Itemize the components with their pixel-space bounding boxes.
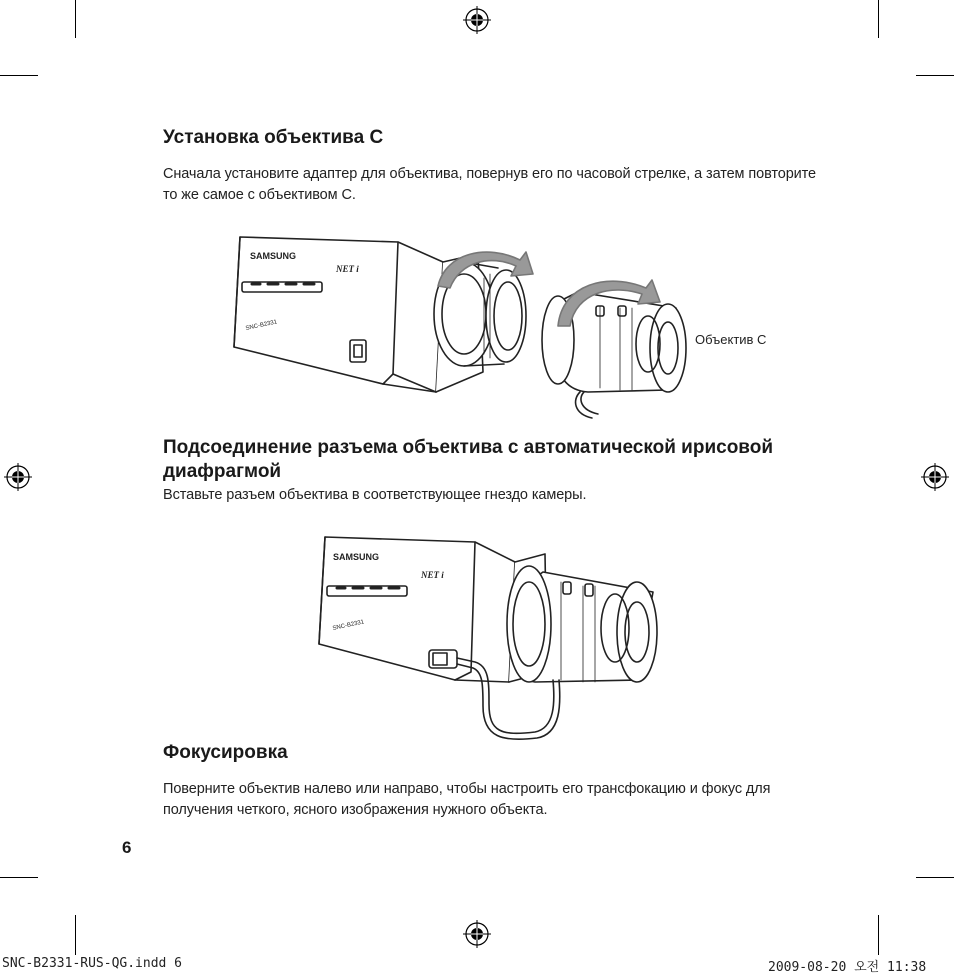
registration-mark-icon	[920, 462, 950, 492]
section-body-focus: Поверните объектив налево или направо, чтобы настроить его трансфокацию и фокус для получения четкого, ясного изображения нужного объекта.	[163, 781, 771, 818]
crop-mark	[878, 915, 879, 955]
lens-callout-label: Объектив С	[695, 332, 767, 347]
section-title-c-lens: Установка объектива С	[163, 127, 384, 148]
section-title-auto-iris: Подсоединение разъема объектива с автоматической ирисовой диафрагмой	[163, 437, 774, 482]
crop-mark	[916, 75, 954, 76]
section-body-auto-iris: Вставьте разъем объектива в соответствующее гнездо камеры.	[163, 487, 587, 503]
camera-model-label: SNC-B2331	[245, 319, 278, 332]
crop-mark	[0, 877, 38, 878]
camera-logo-label: NET i	[421, 570, 444, 580]
camera-brand-label: SAMSUNG	[250, 251, 297, 261]
crop-mark	[0, 75, 38, 76]
camera-model-label: SNC-B2331	[332, 619, 365, 632]
auto-iris-connection-figure	[315, 532, 665, 742]
registration-mark-icon	[462, 5, 492, 35]
camera-logo-label: NET i	[336, 264, 359, 274]
registration-mark-icon	[3, 462, 33, 492]
section-title-focus: Фокусировка	[163, 742, 288, 763]
crop-mark	[75, 0, 76, 38]
crop-mark	[916, 877, 954, 878]
camera-brand-label: SAMSUNG	[333, 552, 380, 562]
c-lens-installation-figure	[228, 222, 768, 422]
crop-mark	[878, 0, 879, 38]
page-number: 6	[122, 838, 132, 857]
slug-file-info: SNC-B2331-RUS-QG.indd 6	[2, 956, 183, 971]
section-body-c-lens: Сначала установите адаптер для объектива, повернув его по часовой стрелке, а затем повторите то же самое с объективом С.	[163, 166, 817, 203]
slug-date-info: 2009-08-20 오전 11:38	[768, 960, 927, 975]
crop-mark	[75, 915, 76, 955]
registration-mark-icon	[462, 919, 492, 949]
